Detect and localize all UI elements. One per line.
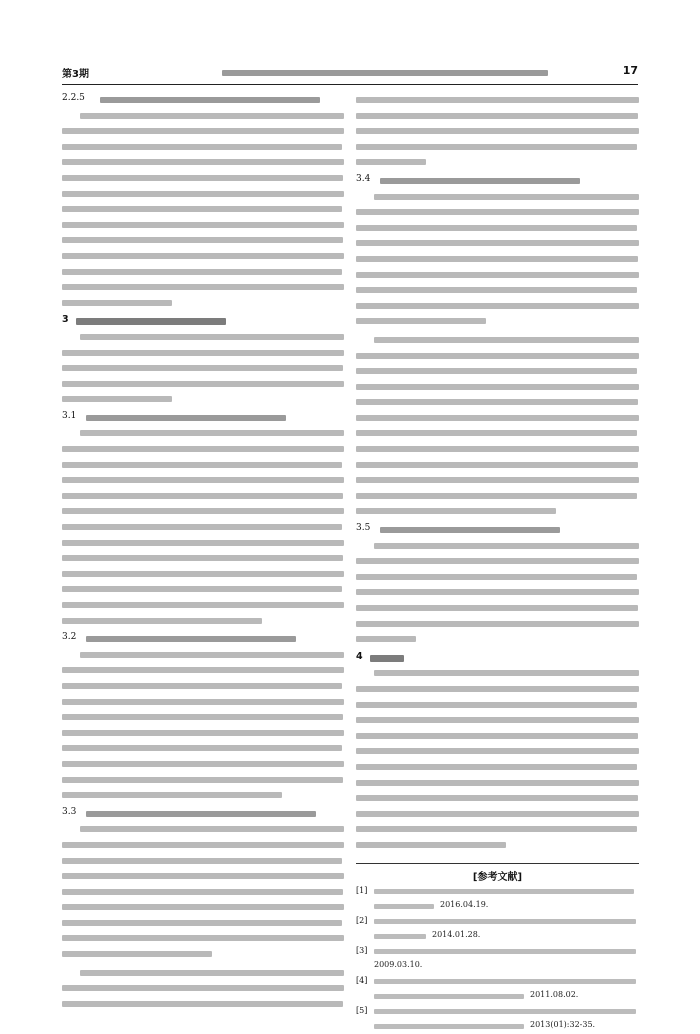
- section-number: 3.3: [62, 806, 77, 817]
- section-heading-3-4: [356, 173, 639, 189]
- paragraph: [62, 329, 344, 407]
- section-number: 3.2: [62, 632, 77, 643]
- running-header: [62, 64, 638, 85]
- paragraph: [62, 108, 344, 311]
- paragraph: [62, 965, 344, 1012]
- section-number: 4: [356, 650, 363, 662]
- reference-item: [5] 2013(01):32-35.: [356, 1004, 639, 1034]
- reference-item: [2] 2014.01.28.: [356, 914, 639, 944]
- paragraph: [62, 647, 344, 803]
- paragraph: [356, 538, 639, 647]
- right-column: [356, 92, 639, 1034]
- left-column: [62, 92, 344, 1014]
- page-number: 17: [622, 64, 638, 77]
- section-heading-3-1: [62, 410, 344, 426]
- section-number: 3.1: [62, 410, 77, 421]
- paragraph: [356, 92, 639, 170]
- section-heading-3: [62, 313, 344, 329]
- paragraph: [356, 665, 639, 852]
- issue-number: 第3期: [62, 69, 89, 80]
- reference-item: [1] 2016.04.19.: [356, 884, 639, 914]
- reference-item: [4] 2011.08.02.: [356, 974, 639, 1004]
- running-title: [212, 67, 558, 78]
- section-heading-4: [356, 650, 639, 666]
- paragraph: [356, 332, 639, 519]
- section-heading-2-2-5: [62, 92, 344, 108]
- section-heading-3-2: [62, 631, 344, 647]
- references-title: [参考文献]: [356, 863, 639, 884]
- section-number: 2.2.5: [62, 93, 85, 103]
- paragraph: [62, 425, 344, 628]
- section-number: 3.4: [356, 173, 371, 184]
- paragraph: [356, 189, 639, 329]
- section-heading-3-3: [62, 806, 344, 822]
- section-number: 3: [62, 314, 69, 326]
- section-heading-3-5: [356, 522, 639, 538]
- reference-item: [3] 2009.03.10.: [356, 944, 639, 974]
- paragraph: [62, 821, 344, 961]
- section-number: 3.5: [356, 523, 371, 534]
